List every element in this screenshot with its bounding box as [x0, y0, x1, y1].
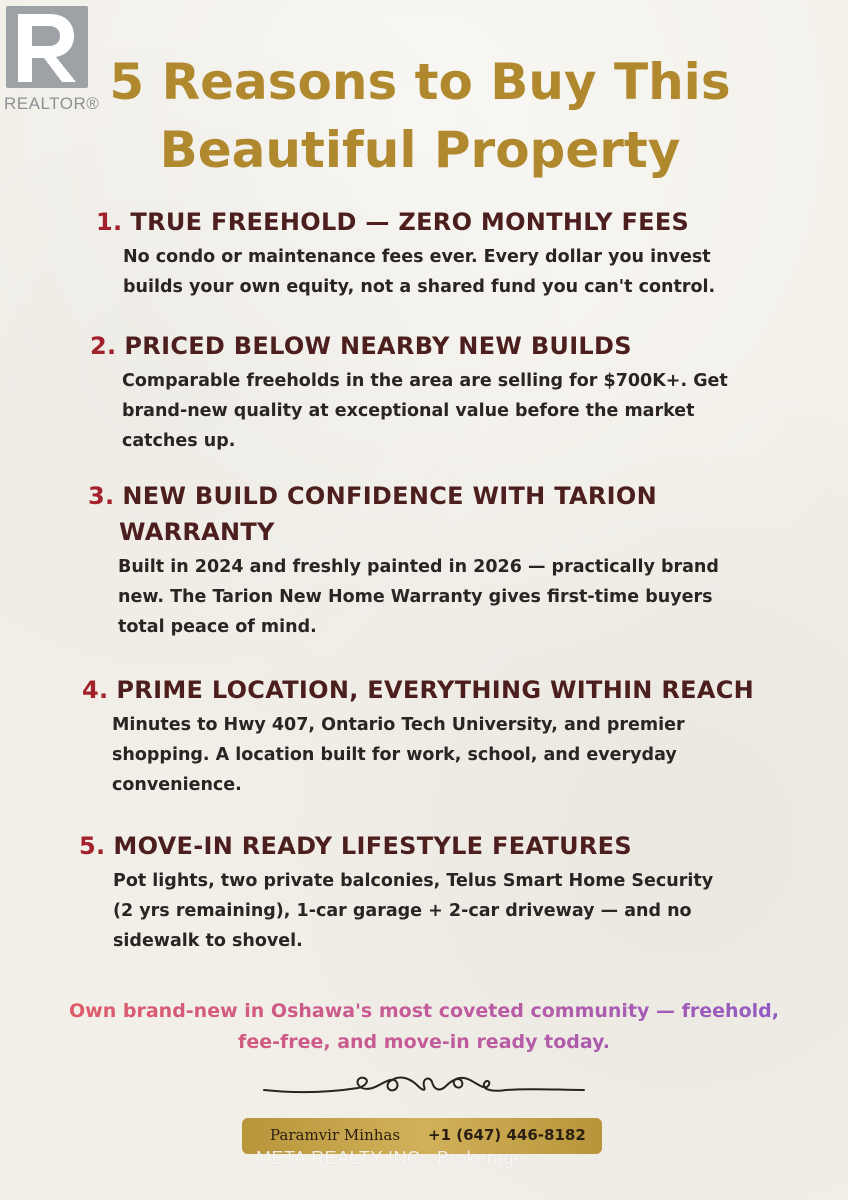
reason-title — [96, 204, 796, 240]
reason-2 — [90, 328, 790, 456]
brokerage-watermark: META REALTY INC., Brokerage — [256, 1148, 525, 1168]
reason-3 — [88, 478, 808, 642]
reason-body — [112, 710, 802, 800]
flourish-divider-icon — [262, 1070, 586, 1104]
agent-name: Paramvir Minhas — [270, 1126, 401, 1144]
reason-body-line: No condo or maintenance fees ever. Every dollar you invest — [123, 247, 711, 267]
tagline-line: Own brand-new in Oshawa's most coveted community — freehold, — [69, 1000, 779, 1022]
reason-title — [90, 328, 790, 364]
reason-body-line: Comparable freeholds in the area are selling for $700K+. Get — [122, 371, 728, 391]
reason-number: 5. — [79, 832, 106, 860]
reason-1 — [96, 204, 796, 302]
reason-body-line: builds your own equity, not a shared fund you can't control. — [123, 277, 716, 297]
reason-title — [82, 672, 802, 708]
reason-4 — [82, 672, 802, 800]
reason-heading: PRICED BELOW NEARBY NEW BUILDS — [124, 332, 632, 360]
reason-heading: TRUE FREEHOLD — ZERO MONTHLY FEES — [130, 208, 690, 236]
reason-heading: NEW BUILD CONFIDENCE WITH TARION — [122, 482, 657, 510]
reason-number: 1. — [96, 208, 123, 236]
reason-body-line: new. The Tarion New Home Warranty gives first-time buyers — [118, 587, 713, 607]
reason-body-line: Built in 2024 and freshly painted in 2026 — practically brand — [118, 557, 719, 577]
reason-body-line: (2 yrs remaining), 1-car garage + 2-car driveway — and no — [113, 901, 692, 921]
reason-5 — [79, 828, 799, 956]
page-title-line-2: Beautiful Property — [159, 121, 681, 179]
page-title-line-1: 5 Reasons to Buy This — [109, 53, 731, 111]
tagline — [50, 996, 798, 1058]
agent-phone[interactable]: +1 (647) 446-8182 — [428, 1126, 586, 1144]
reason-number: 3. — [88, 482, 115, 510]
reason-body-line: Pot lights, two private balconies, Telus Smart Home Security — [113, 871, 714, 891]
reason-heading: MOVE-IN READY LIFESTYLE FEATURES — [113, 832, 632, 860]
reason-body-line: shopping. A location built for work, school, and everyday — [112, 745, 677, 765]
reason-number: 4. — [82, 676, 109, 704]
reason-body-line: convenience. — [112, 775, 242, 795]
reason-body — [118, 552, 808, 642]
reason-body — [113, 866, 799, 956]
tagline-line: fee-free, and move-in ready today. — [238, 1031, 610, 1053]
reason-body-line: catches up. — [122, 431, 236, 451]
reason-title — [88, 478, 688, 550]
reason-body-line: brand-new quality at exceptional value before the market — [122, 401, 695, 421]
reason-body-line: sidewalk to shovel. — [113, 931, 303, 951]
reason-body — [122, 366, 790, 456]
reason-body-line: Minutes to Hwy 407, Ontario Tech University, and premier — [112, 715, 685, 735]
reason-number: 2. — [90, 332, 117, 360]
reason-heading-continued: WARRANTY — [119, 518, 275, 546]
reason-body — [123, 242, 796, 302]
reason-title — [79, 828, 799, 864]
reason-heading: PRIME LOCATION, EVERYTHING WITHIN REACH — [116, 676, 754, 704]
page-title — [60, 48, 780, 184]
realtor-logo-text: REALTOR® — [4, 94, 100, 113]
reason-body-line: total peace of mind. — [118, 617, 317, 637]
